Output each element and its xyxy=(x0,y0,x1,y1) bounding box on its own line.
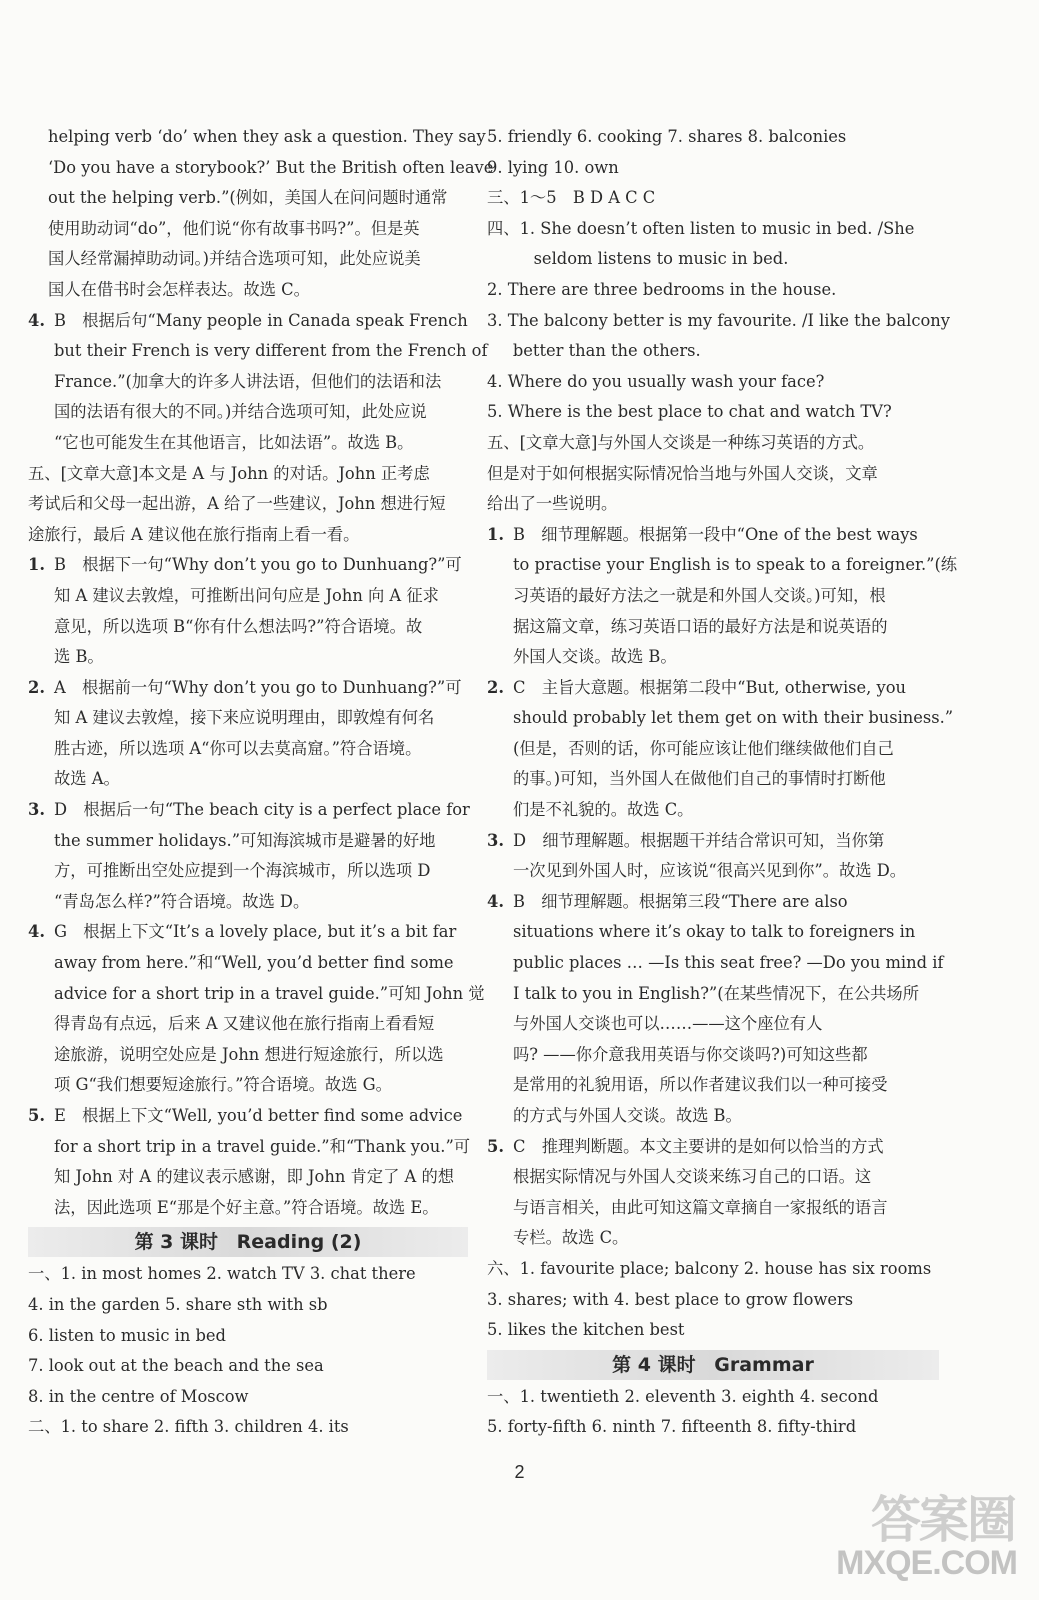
text-line: helping verb ‘do’ when they ask a question. They say xyxy=(48,127,486,146)
page-number: 2 xyxy=(514,1462,525,1482)
text-line: 一、1. in most homes 2. watch TV 3. chat there xyxy=(28,1264,416,1284)
text-line: 知 John 对 A 的建议表示感谢，即 John 肯定了 A 的想 xyxy=(54,1167,455,1187)
text-line: 9. lying 10. own xyxy=(487,157,619,177)
text-line: advice for a short trip in a travel guide.”可知 John 觉 xyxy=(54,983,485,1003)
answer-item xyxy=(28,917,485,1101)
text-line: 2. There are three bedrooms in the house. xyxy=(487,279,837,299)
answer-list xyxy=(487,1254,939,1346)
text-line: 一、1. twentieth 2. eleventh 3. eighth 4. second xyxy=(487,1386,879,1406)
text-line: 7. look out at the beach and the sea xyxy=(28,1356,324,1376)
text-line: 国人经常漏掉助动词。)并结合选项可知，此处应说美 xyxy=(48,249,421,269)
text-line: (但是，否则的话，你可能应该让他们继续做他们自己 xyxy=(513,738,894,758)
text-line: 使用助动词“do”，他们说“你有故事书吗?”。但是英 xyxy=(48,218,420,238)
text-line: D 细节理解题。根据题干并结合常识可知，当你第 xyxy=(513,830,885,850)
text-line: 一次见到外国人时，应该说“很高兴见到你”。故选 D。 xyxy=(513,861,907,881)
text-line: 5. forty-fifth 6. ninth 7. fifteenth 8. fifty-third xyxy=(487,1417,857,1437)
answer-item xyxy=(28,795,468,917)
text-line: 项 G“我们想要短途旅行。”符合语境。故选 G。 xyxy=(54,1075,392,1095)
text-line: 专栏。故选 C。 xyxy=(513,1228,629,1248)
item-number: 5. xyxy=(28,1106,45,1125)
item-number: 1. xyxy=(487,524,504,544)
text-line: 根据实际情况与外国人交谈来练习自己的口语。这 xyxy=(513,1167,872,1187)
text-line: 故选 A。 xyxy=(54,769,120,789)
text-line: “它也可能发生在其他语言，比如法语”。故选 B。 xyxy=(54,432,414,452)
text-line: B 细节理解题。根据第三段“There are also xyxy=(513,891,848,911)
text-line: 法，因此选项 E“那是个好主意。”符合语境。故选 E。 xyxy=(54,1197,439,1217)
section-summary xyxy=(487,428,939,520)
text-line: 4. Where do you usually wash your face? xyxy=(487,371,825,391)
answer-list xyxy=(28,1259,468,1443)
lesson-heading xyxy=(28,1227,468,1257)
text-line: 与语言相关，由此可知这篇文章摘自一家报纸的语言 xyxy=(513,1197,888,1217)
lesson-subtitle: Reading (2) xyxy=(236,1231,362,1254)
text-line: 五、[文章大意]本文是 A 与 John 的对话。John 正考虑 xyxy=(28,463,430,483)
text-line: 知 A 建议去敦煌，可推断出问句应是 John 向 A 征求 xyxy=(54,585,439,605)
answer-list xyxy=(487,214,950,428)
text-line: C 主旨大意题。根据第二段中“But, otherwise, you xyxy=(513,677,907,697)
lesson-heading xyxy=(487,1350,939,1380)
text-line: 选 B。 xyxy=(54,647,104,667)
text-line: 知 A 建议去敦煌，接下来应说明理由，即敦煌有何名 xyxy=(54,708,435,728)
text-line: situations where it’s okay to talk to foreigners in xyxy=(513,922,916,942)
text-line: 习英语的最好方法之一就是和外国人交谈。)可知，根 xyxy=(513,585,886,605)
item-number: 3. xyxy=(28,800,45,820)
text-line: but their French is very different from the French of xyxy=(54,341,488,361)
text-line: 途旅行，最后 A 建议他在旅行指南上看一看。 xyxy=(28,524,360,544)
text-line: 给出了一些说明。 xyxy=(487,494,618,514)
text-line: 是常用的礼貌用语，所以作者建议我们以一种可接受 xyxy=(513,1075,888,1095)
text-line: should probably let them get on with their business.” xyxy=(513,708,954,728)
text-line: 得青岛有点远，后来 A 又建议他在旅行指南上看看短 xyxy=(54,1014,435,1034)
text-line: 但是对于如何根据实际情况恰当地与外国人交谈，文章 xyxy=(487,463,878,483)
intro-paragraph xyxy=(28,122,494,306)
answer-item xyxy=(28,306,488,459)
text-line: B 细节理解题。根据第一段中“One of the best ways xyxy=(513,524,918,544)
item-number: 2. xyxy=(487,677,504,697)
lesson-subtitle: Grammar xyxy=(714,1353,814,1376)
text-line: 与外国人交谈也可以……——这个座位有人 xyxy=(513,1014,823,1034)
text-line: away from here.”和“Well, you’d better find some xyxy=(54,953,454,973)
section-summary xyxy=(28,459,468,551)
text-line: 国的法语有很大的不同。)并结合选项可知，此处应说 xyxy=(54,402,427,422)
text-line: 方，可推断出空处应提到一个海滨城市，所以选项 D xyxy=(54,861,431,881)
watermark-logo xyxy=(811,1472,1021,1592)
text-line: 外国人交谈。故选 B。 xyxy=(513,647,677,667)
answer-item xyxy=(487,1132,939,1254)
text-line: I talk to you in English?”(在某些情况下，在公共场所 xyxy=(513,983,919,1003)
text-line: 四、1. She doesn’t often listen to music in bed. /She xyxy=(487,218,915,238)
text-line: 考试后和父母一起出游，A 给了一些建议，John 想进行短 xyxy=(28,494,446,514)
right-column xyxy=(487,122,958,1443)
answer-list xyxy=(487,1382,939,1443)
item-number: 5. xyxy=(487,1136,504,1156)
text-line: 据这篇文章，练习英语口语的最好方法是和说英语的 xyxy=(513,616,888,636)
text-line: 3. The balcony better is my favourite. /I like the balcony xyxy=(487,310,950,330)
text-line: for a short trip in a travel guide.”和“Thank you.”可 xyxy=(54,1136,471,1156)
item-number: 1. xyxy=(28,555,45,575)
text-line: 胜古迹，所以选项 A“你可以去莫高窟。”符合语境。 xyxy=(54,738,422,758)
text-line: 的事。)可知，当外国人在做他们自己的事情时打断他 xyxy=(513,769,886,789)
answer-list xyxy=(487,122,939,214)
text-line: B 根据后句“Many people in Canada speak French xyxy=(54,310,468,330)
text-line: 二、1. to share 2. fifth 3. children 4. its xyxy=(28,1417,349,1437)
text-line: better than the others. xyxy=(487,341,701,361)
text-line: seldom listens to music in bed. xyxy=(487,249,789,269)
item-number: 2. xyxy=(28,677,45,697)
text-line: public places … —Is this seat free? —Do you mind if xyxy=(513,953,944,973)
item-number: 4. xyxy=(28,922,45,942)
watermark-bottom: MXQE.COM xyxy=(836,1544,1017,1582)
text-line: 8. in the centre of Moscow xyxy=(28,1386,249,1406)
answer-item xyxy=(487,673,954,826)
left-column xyxy=(28,122,494,1443)
text-line: A 根据前一句“Why don’t you go to Dunhuang?”可 xyxy=(54,677,462,697)
text-line: B 根据下一句“Why don’t you go to Dunhuang?”可 xyxy=(54,555,462,575)
text-line: 吗? ——你介意我用英语与你交谈吗?)可知这些都 xyxy=(513,1044,868,1064)
text-line: the summer holidays.”可知海滨城市是避暑的好地 xyxy=(54,830,436,850)
text-line: out the helping verb.”(例如，美国人在问问题时通常 xyxy=(48,188,448,208)
answer-item xyxy=(28,550,468,672)
watermark-top: 答案圈 xyxy=(871,1491,1015,1549)
answer-item xyxy=(487,826,939,887)
text-line: 3. shares; with 4. best place to grow flowers xyxy=(487,1289,854,1309)
item-number: 4. xyxy=(487,891,504,911)
text-line: 国人在借书时会怎样表达。故选 C。 xyxy=(48,279,310,299)
text-line: 6. listen to music in bed xyxy=(28,1325,226,1345)
text-line: France.”(加拿大的许多人讲法语，但他们的法语和法 xyxy=(54,371,442,391)
item-number: 4. xyxy=(28,310,45,330)
lesson-title: 第 3 课时 xyxy=(134,1231,219,1254)
text-line: 五、[文章大意]与外国人交谈是一种练习英语的方式。 xyxy=(487,432,875,452)
text-line: 三、1～5 B D A C C xyxy=(487,188,656,208)
item-number: 3. xyxy=(487,830,504,850)
text-line: 5. likes the kitchen best xyxy=(487,1320,685,1340)
answer-item xyxy=(487,520,958,673)
text-line: 5. Where is the best place to chat and watch TV? xyxy=(487,402,892,422)
answer-item xyxy=(487,887,944,1132)
text-line: ‘Do you have a storybook?’ But the British often leave xyxy=(48,157,494,177)
answer-item xyxy=(28,673,468,795)
text-line: 六、1. favourite place; balcony 2. house has six rooms xyxy=(487,1258,932,1278)
text-line: 4. in the garden 5. share sth with sb xyxy=(28,1294,328,1314)
text-line: G 根据上下文“It’s a lovely place, but it’s a bit far xyxy=(54,922,457,942)
text-line: 5. friendly 6. cooking 7. shares 8. balconies xyxy=(487,127,847,146)
text-line: 的方式与外国人交谈。故选 B。 xyxy=(513,1106,742,1125)
lesson-title: 第 4 课时 xyxy=(612,1353,696,1376)
text-line: 途旅游，说明空处应是 John 想进行短途旅行，所以选 xyxy=(54,1044,444,1064)
text-line: D 根据后一句“The beach city is a perfect place for xyxy=(54,800,470,820)
text-line: 意见，所以选项 B“你有什么想法吗?”符合语境。故 xyxy=(54,616,423,636)
answer-item xyxy=(28,1101,471,1223)
text-line: “青岛怎么样?”符合语境。故选 D。 xyxy=(54,891,310,911)
text-line: 们是不礼貌的。故选 C。 xyxy=(513,800,694,820)
text-line: E 根据上下文“Well, you’d better find some advice xyxy=(54,1106,463,1125)
text-line: to practise your English is to speak to a foreigner.”(练 xyxy=(513,555,958,575)
text-line: C 推理判断题。本文主要讲的是如何以恰当的方式 xyxy=(513,1136,884,1156)
